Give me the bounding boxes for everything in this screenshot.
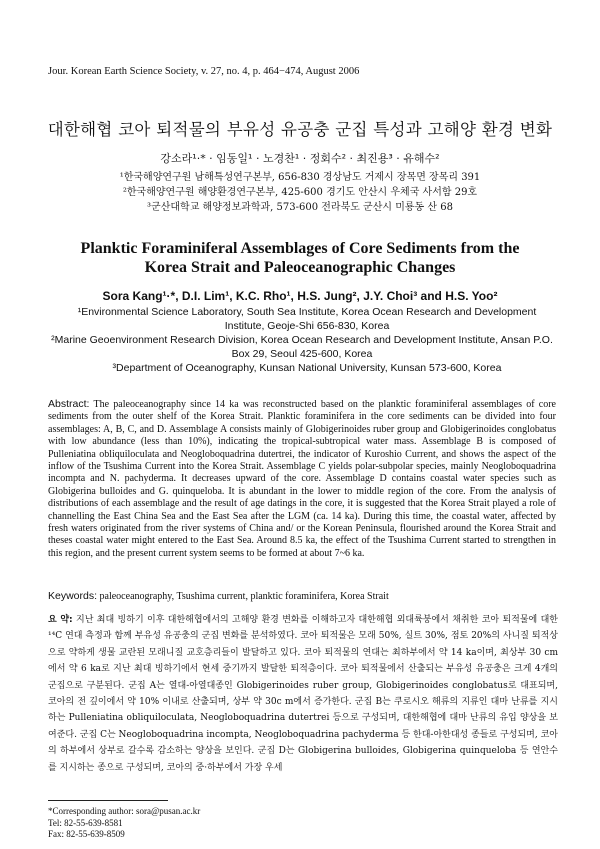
korean-authors: 강소라¹·* · 임동일¹ · 노경찬¹ · 정회수² · 최진용³ · 유해수² xyxy=(160,152,440,165)
english-title-line-2: Korea Strait and Paleoceanographic Changes xyxy=(144,259,456,276)
english-title-line-1: Planktic Foraminiferal Assemblages of Core Sediments from the xyxy=(80,240,520,257)
korean-abstract-label: 요 약: xyxy=(48,615,73,625)
english-affiliation-2: ²Marine Geoenvironment Research Division, Korea Ocean Research and Development Institute, Ansan P.O. Box 29, Seoul 425-600, Korea xyxy=(51,334,553,360)
keywords-label: Keywords: xyxy=(48,590,98,602)
korean-affiliation-3: ³군산대학교 해양정보과학과, 573-600 전라북도 군산시 미룡동 산 68 xyxy=(147,202,453,213)
telephone: Tel: 82-55-639-8581 xyxy=(48,817,123,828)
korean-affiliation-1: ¹한국해양연구원 남해특성연구본부, 656-830 경상남도 거제시 장목면 장목리 391 xyxy=(119,172,481,183)
english-affiliation-1: ¹Environmental Science Laboratory, South Sea Institute, Korea Ocean Research and Development Institute, Geoje-Shi 656-830, Korea xyxy=(77,306,537,332)
english-abstract xyxy=(48,398,556,560)
english-authors: Sora Kang¹·*, D.I. Lim¹, K.C. Rho¹, H.S. Jung², J.Y. Choi³ and H.S. Yoo² xyxy=(102,289,498,303)
korean-affiliation-2: ²한국해양연구원 해양환경연구본부, 425-600 경기도 안산시 우체국 사서함 29호 xyxy=(122,187,478,198)
keywords xyxy=(48,590,556,602)
abstract-text: The paleoceanography since 14 ka was reconstructed based on the planktic foraminiferal assemblages of core sediments from the outer shelf of the Korea Strait. Planktic foraminifera in the core sediments can be divided into four assemblages: A, B, C, and D. Assemblage A consists mainly of Globigerinoides ruber group and Globigerinoides conglobatus with low abundance (less than 10%), indicating the tropical-subtropical water mass. Assemblage B is composed of Pulleniatina obliquiloculata and Neogloboquadrina dutertrei, the indicator of Kuroshio Current, and shows the aspect of the inflow of the Tsushima Current into the Korea Strait. Assemblage C yields polar-subpolar species, mainly Neogloboquadrina incompta and N. pachyderma. It decreases upward of the core. Assemblage D contains coastal water species such as Globigerina bulloides and G. quinqueloba. It is abundant in the lower to middle region of the core. From the analysis of distributions of each assemblage and the result of age datings in the core, it is suggested that the Korea Strait played a role of channelling the East China Sea and the East Sea after the LGM (ca. 14 ka). During this time, the coastal water, affected by fresh waters originated from the river systems of China and/ or the Korean Peninsula, flourished around the Korea Strait and theses coastal water might entered to the East Sea. Around 8.5 ka, the effect of the Tsushima Current started to strengthen in this region, and the present current system seems to be formed at about 7~6 ka. xyxy=(48,399,556,559)
footnote-divider xyxy=(48,800,168,801)
korean-abstract-text: 지난 최대 빙하기 이후 대한해협에서의 고해양 환경 변화를 이해하고자 대한해협 외대륙붕에서 채취한 코아 퇴적물에 대한 ¹⁴C 연대 측정과 함께 부유성 유공충의 군집 변화를 분석하였다. 코아 퇴적물은 모래 50%, 실트 30%, 점토 20%의 사니질 퇴적상으로 약하게 생물 교란된 모래니질 교호층리들이 발달하고 있다. 코아 퇴적물의 연대는 최하부에서 약 14 ka이며, 최상부 30 cm에서 약 6 ka로 지난 최대 빙하기에서 현세 중기까지 발달한 퇴적층이다. 코아 퇴적물에서 산출되는 부유성 유공충은 크게 4개의 군집으로 구분된다. 군집 A는 열대-아열대종인 Globigerinoides ruber group, Globigerinoides conglobatus로 대표되며, 코아의 전 깊이에서 약 10% 이내로 산출되며, 상부 약 30c m에서 증가한다. 군집 B는 쿠로시오 해류의 지류인 대마 난류를 지시하는 Pulleniatina obliquiloculata, Neogloboquadrina dutertrei 등으로 구성되며, 대한해협에 대마 난류의 유입 양상을 보여준다. 군집 C는 Neogloboquadrina incompta, Neogloboquadrina pachyderma 등 한대-아한대성 종들로 구성되며, 코아의 하부에서 상부로 갈수록 감소하는 양상을 보인다. 군집 D는 Globigerina bulloides, Globigerina quinqueloba 등 연안수를 지시하는 종으로 구성되며, 코아의 중·하부에서 가장 우세 xyxy=(48,615,558,773)
keywords-text: paleoceanography, Tsushima current, planktic foraminifera, Korea Strait xyxy=(99,591,389,602)
fax: Fax: 82-55-639-8509 xyxy=(48,829,125,839)
journal-citation: Jour. Korean Earth Science Society, v. 27, no. 4, p. 464−474, August 2006 xyxy=(48,66,360,77)
english-affiliation-3: ³Department of Oceanography, Kunsan National University, Kunsan 573-600, Korea xyxy=(112,362,502,374)
corresponding-author: *Corresponding author: sora@pusan.ac.kr xyxy=(48,806,201,816)
footnotes xyxy=(48,806,200,841)
abstract-label: Abstract: xyxy=(48,398,90,410)
korean-title: 대한해협 코아 퇴적물의 부유성 유공충 군집 특성과 고해양 환경 변화 xyxy=(47,120,553,139)
korean-abstract xyxy=(48,612,558,776)
